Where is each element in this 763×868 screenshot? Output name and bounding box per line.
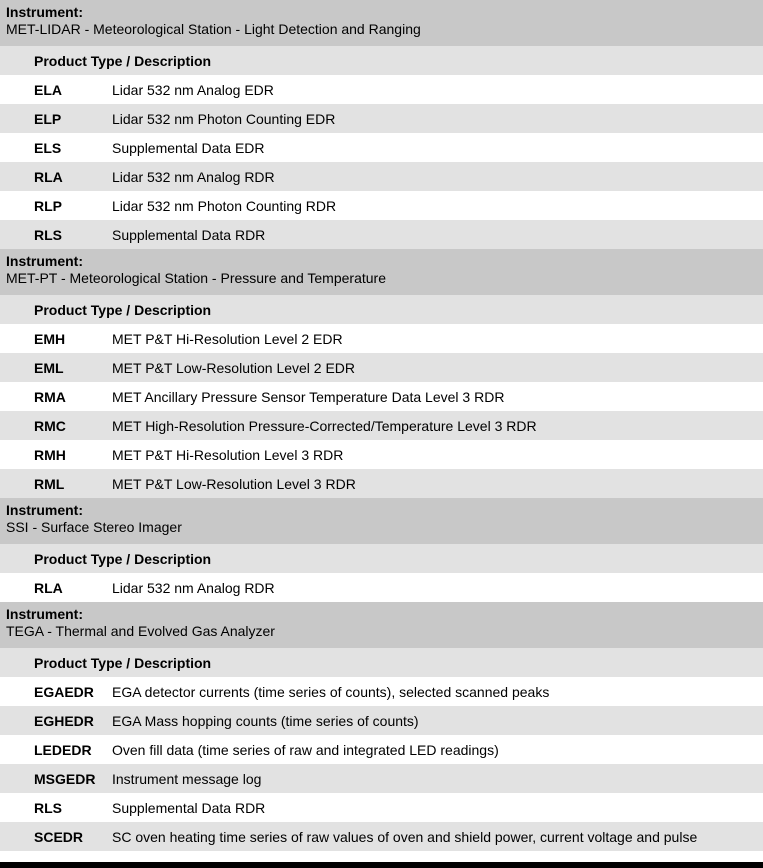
product-code: RMH [34,446,66,463]
product-code: EGHEDR [34,712,94,729]
product-description: Supplemental Data RDR [112,226,266,243]
product-row [0,191,763,220]
instrument-name: SSI - Surface Stereo Imager [6,519,182,535]
product-header-label: Product Type / Description [34,52,212,69]
product-column-header [0,544,763,573]
product-row [0,104,763,133]
product-row [0,677,763,706]
product-code: ELP [34,110,62,127]
product-row [0,764,763,793]
product-row [0,353,763,382]
product-code: RLS [34,799,62,816]
product-description: Lidar 532 nm Photon Counting RDR [112,197,337,214]
product-description: EGA detector currents (time series of counts), selected scanned peaks [112,683,550,700]
product-description: Supplemental Data EDR [112,139,265,156]
instrument-section [0,602,763,851]
product-code: ELA [34,81,62,98]
product-code: RMC [34,417,66,434]
product-column-header [0,295,763,324]
product-row [0,573,763,602]
product-description: MET P&T Hi-Resolution Level 3 RDR [112,446,344,463]
instrument-label: Instrument: [6,4,83,20]
product-code: RLA [34,168,63,185]
product-description: EGA Mass hopping counts (time series of counts) [112,712,419,729]
product-header-label: Product Type / Description [34,550,212,567]
instrument-label: Instrument: [6,502,83,518]
product-row [0,411,763,440]
product-description: Lidar 532 nm Analog RDR [112,579,275,596]
product-description: Oven fill data (time series of raw and integrated LED readings) [112,741,499,758]
bottom-bar [0,862,763,868]
instrument-header [0,249,763,295]
product-code: RML [34,475,65,492]
product-row [0,75,763,104]
instrument-header [0,602,763,648]
instrument-label: Instrument: [6,253,83,269]
product-description: MET P&T Low-Resolution Level 3 RDR [112,475,356,492]
product-description: MET High-Resolution Pressure-Corrected/Temperature Level 3 RDR [112,417,537,434]
instrument-header [0,498,763,544]
product-column-header [0,648,763,677]
product-row [0,735,763,764]
product-row [0,324,763,353]
product-code: RLA [34,579,63,596]
instrument-section [0,498,763,602]
product-row [0,220,763,249]
instrument-name: MET-PT - Meteorological Station - Pressure and Temperature [6,270,386,286]
product-code: ELS [34,139,62,156]
product-row [0,382,763,411]
product-header-label: Product Type / Description [34,301,212,318]
instrument-section [0,249,763,498]
product-description: MET P&T Low-Resolution Level 2 EDR [112,359,356,376]
product-description: Supplemental Data RDR [112,799,266,816]
product-code: LEDEDR [34,741,92,758]
product-description: MET P&T Hi-Resolution Level 2 EDR [112,330,343,347]
instrument-label: Instrument: [6,606,83,622]
instrument-header [0,0,763,46]
product-code: RMA [34,388,66,405]
product-description: Instrument message log [112,770,262,787]
product-code: EMH [34,330,66,347]
instrument-name: TEGA - Thermal and Evolved Gas Analyzer [6,623,275,639]
product-row [0,469,763,498]
product-row [0,706,763,735]
product-row [0,162,763,191]
instrument-section [0,0,763,249]
product-row [0,133,763,162]
product-row [0,440,763,469]
product-description: Lidar 532 nm Analog RDR [112,168,275,185]
product-code: SCEDR [34,828,84,845]
product-description: MET Ancillary Pressure Sensor Temperature Data Level 3 RDR [112,388,505,405]
product-row [0,793,763,822]
product-description: Lidar 532 nm Analog EDR [112,81,274,98]
product-code: EML [34,359,64,376]
product-code: RLP [34,197,62,214]
product-description: Lidar 532 nm Photon Counting EDR [112,110,336,127]
product-code: EGAEDR [34,683,94,700]
instrument-name: MET-LIDAR - Meteorological Station - Light Detection and Ranging [6,21,421,37]
product-code: RLS [34,226,62,243]
product-code: MSGEDR [34,770,96,787]
product-row [0,822,763,851]
product-header-label: Product Type / Description [34,654,212,671]
product-description: SC oven heating time series of raw values of oven and shield power, current voltage and pulse [112,828,698,845]
product-column-header [0,46,763,75]
